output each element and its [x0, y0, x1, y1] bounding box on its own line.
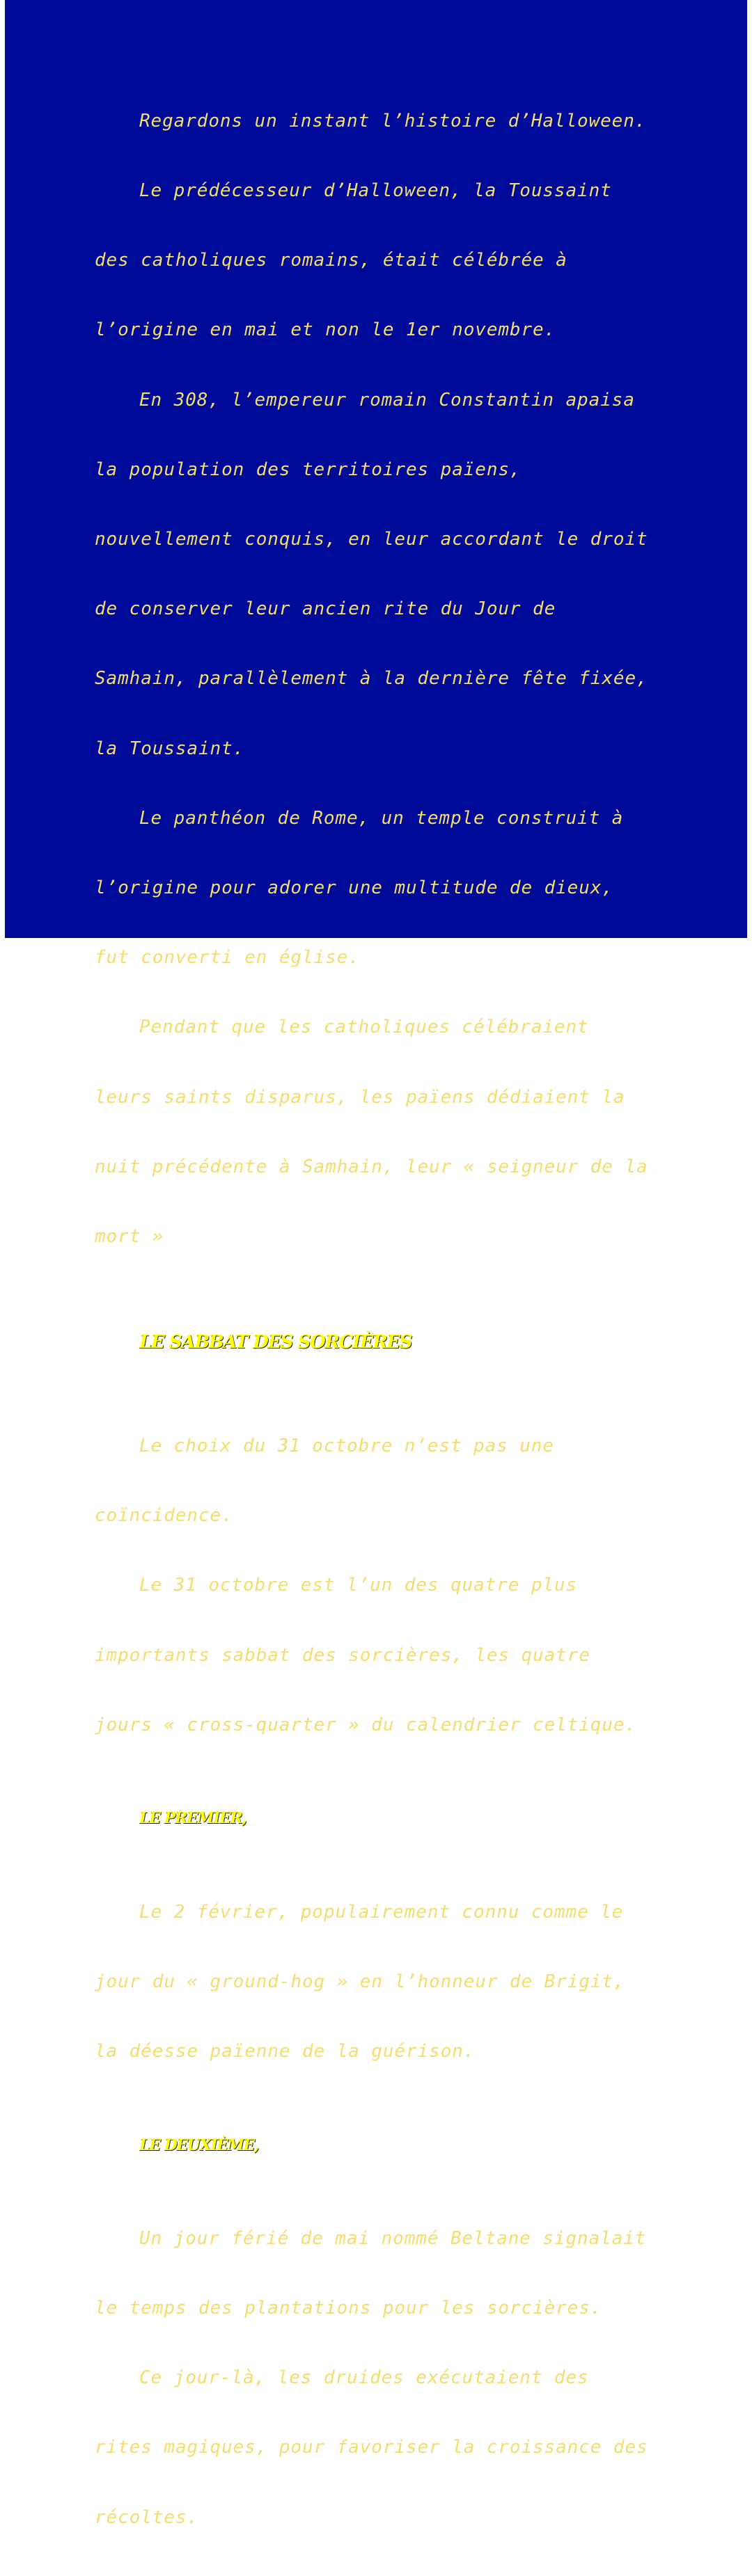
subheading-premier: LE PREMIER,	[139, 1809, 246, 1828]
paragraph-line: récoltes.	[95, 2506, 198, 2528]
paragraph-line: le temps des plantations pour les sorcières.	[95, 2297, 602, 2319]
section-heading-sabbat: LE SABBAT DES SORCIÈRES	[139, 1331, 412, 1353]
paragraph-line: leurs saints disparus, les païens dédiaient la	[95, 1086, 625, 1108]
paragraph-line: mort »	[95, 1226, 164, 1248]
paragraph-line: Le 2 février, populairement connu comme le	[139, 1901, 624, 1923]
paragraph-line: la Toussaint.	[95, 738, 245, 759]
paragraph-line: nouvellement conquis, en leur accordant le droit	[95, 529, 648, 550]
paragraph-line: Pendant que les catholiques célébraient	[139, 1017, 589, 1038]
document-page	[5, 0, 747, 2528]
paragraph-line: En 308, l’empereur romain Constantin apaisa	[139, 389, 635, 411]
paragraph-line: jours « cross-quarter » du calendrier celtique.	[95, 1714, 637, 1735]
paragraph-line: des catholiques romains, était célébrée à	[95, 250, 567, 271]
document-text	[95, 63, 680, 2576]
paragraph-line: Le panthéon de Rome, un temple construit à	[139, 807, 624, 829]
paragraph-line: rites magiques, pour favoriser la croissance des	[95, 2437, 648, 2458]
paragraph-line: la déesse païenne de la guérison.	[95, 2040, 476, 2062]
paragraph-line: Le choix du 31 octobre n’est pas une	[139, 1435, 554, 1456]
paragraph-line: l’origine en mai et non le 1er novembre.	[95, 319, 556, 341]
paragraph-line: coïncidence.	[95, 1505, 233, 1527]
subheading-deuxieme: LE DEUXIÈME,	[139, 2136, 259, 2154]
paragraph-line: jour du « ground-hog » en l’honneur de Brigit,	[95, 1971, 625, 1992]
paragraph-line: la population des territoires païens,	[95, 459, 522, 480]
paragraph-line: Regardons un instant l’histoire d’Halloween.	[139, 110, 647, 132]
paragraph-line: de conserver leur ancien rite du Jour de	[95, 598, 556, 620]
paragraph-line: importants sabbat des sorcières, les quatre	[95, 1644, 590, 1666]
paragraph-line: Un jour férié de mai nommé Beltane signalait	[139, 2227, 647, 2249]
paragraph-line: Samhain, parallèlement à la dernière fête fixée,	[95, 668, 648, 690]
paragraph-line: fut converti en église.	[95, 947, 360, 969]
paragraph-line: Le 31 octobre est l’un des quatre plus	[139, 1575, 578, 1596]
paragraph-line: Le prédécesseur d’Halloween, la Toussaint	[139, 180, 612, 202]
paragraph-line: nuit précédente à Samhain, leur « seigneur de la	[95, 1156, 648, 1177]
paragraph-line: Ce jour-là, les druides exécutaient des	[139, 2367, 589, 2389]
paragraph-line: l’origine pour adorer une multitude de dieux,	[95, 877, 613, 899]
